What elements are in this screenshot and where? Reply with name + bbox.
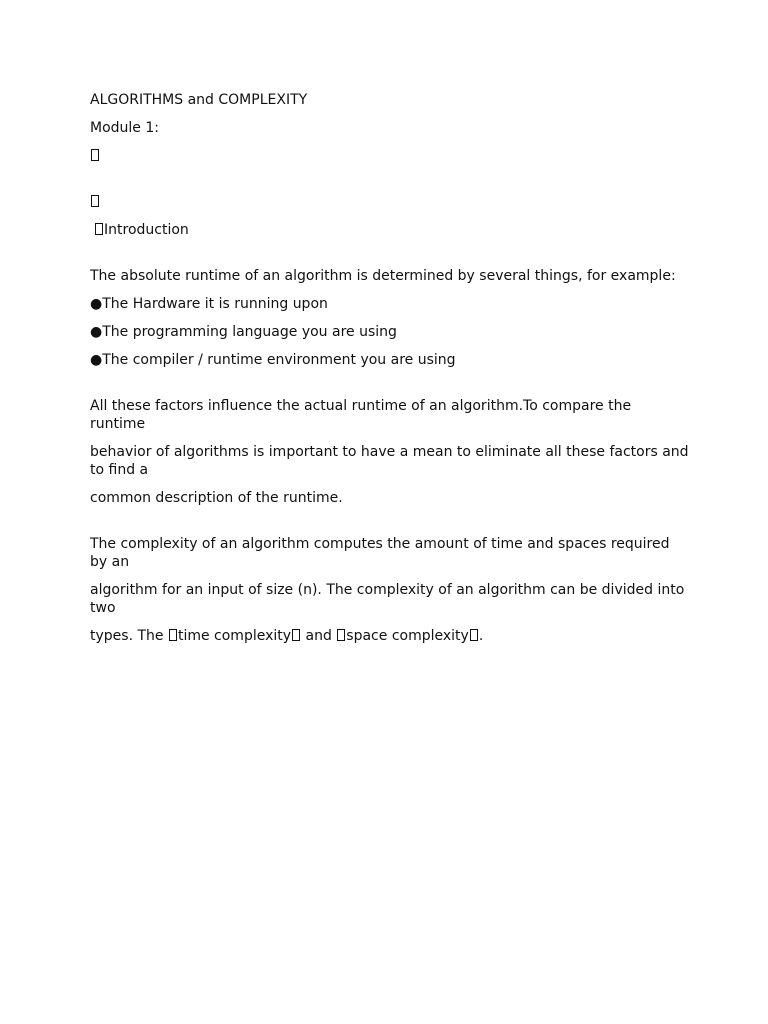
text-fragment: and: [301, 628, 337, 644]
text-fragment: types. The: [90, 628, 168, 644]
bullet-text: The compiler / runtime environment you are using: [102, 352, 456, 368]
missing-glyph-icon: [91, 195, 99, 207]
intro-heading: [90, 221, 690, 239]
bullet-icon: ●: [90, 296, 103, 312]
paragraph-factors-line-1: All these factors influence the actual runtime of an algorithm.To compare the runtime: [90, 398, 632, 432]
placeholder-glyph-1: [90, 147, 690, 165]
document-page: [90, 91, 690, 655]
text-fragment: .: [478, 628, 484, 644]
term-time-complexity: time complexity: [177, 628, 292, 644]
bullet-item-hardware: [90, 295, 690, 313]
paragraph-factors-line-3: common description of the runtime.: [90, 490, 343, 506]
paragraph-complexity-line-1: The complexity of an algorithm computes the amount of time and spaces required by an: [90, 536, 670, 570]
bullet-text: The programming language you are using: [102, 324, 397, 340]
missing-glyph-icon: [470, 629, 478, 641]
missing-glyph-icon: [337, 629, 345, 641]
bullet-text: The Hardware it is running upon: [102, 296, 328, 312]
paragraph-factors-line-2: behavior of algorithms is important to have a mean to eliminate all these factors and to find a: [90, 444, 689, 478]
intro-heading-text: Introduction: [104, 222, 189, 238]
paragraph-complexity-line-2: algorithm for an input of size (n). The complexity of an algorithm can be divided into two: [90, 582, 685, 616]
spacer: [90, 379, 690, 397]
bullet-icon: ●: [90, 352, 103, 368]
spacer: [90, 249, 690, 267]
document-title: ALGORITHMS and COMPLEXITY: [90, 92, 308, 108]
bullet-item-compiler: [90, 351, 690, 369]
spacer: [90, 517, 690, 535]
missing-glyph-icon: [169, 629, 177, 641]
bullet-item-language: [90, 323, 690, 341]
module-label: Module 1:: [90, 120, 159, 136]
missing-glyph-icon: [292, 629, 300, 641]
paragraph-runtime-lead: The absolute runtime of an algorithm is determined by several things, for example:: [90, 268, 676, 284]
missing-glyph-icon: [91, 149, 99, 161]
missing-glyph-icon: [95, 223, 103, 235]
term-space-complexity: space complexity: [346, 628, 469, 644]
bullet-icon: ●: [90, 324, 103, 340]
placeholder-glyph-2: [90, 193, 690, 211]
spacer: [90, 175, 690, 193]
paragraph-complexity-line-3: [90, 627, 690, 645]
